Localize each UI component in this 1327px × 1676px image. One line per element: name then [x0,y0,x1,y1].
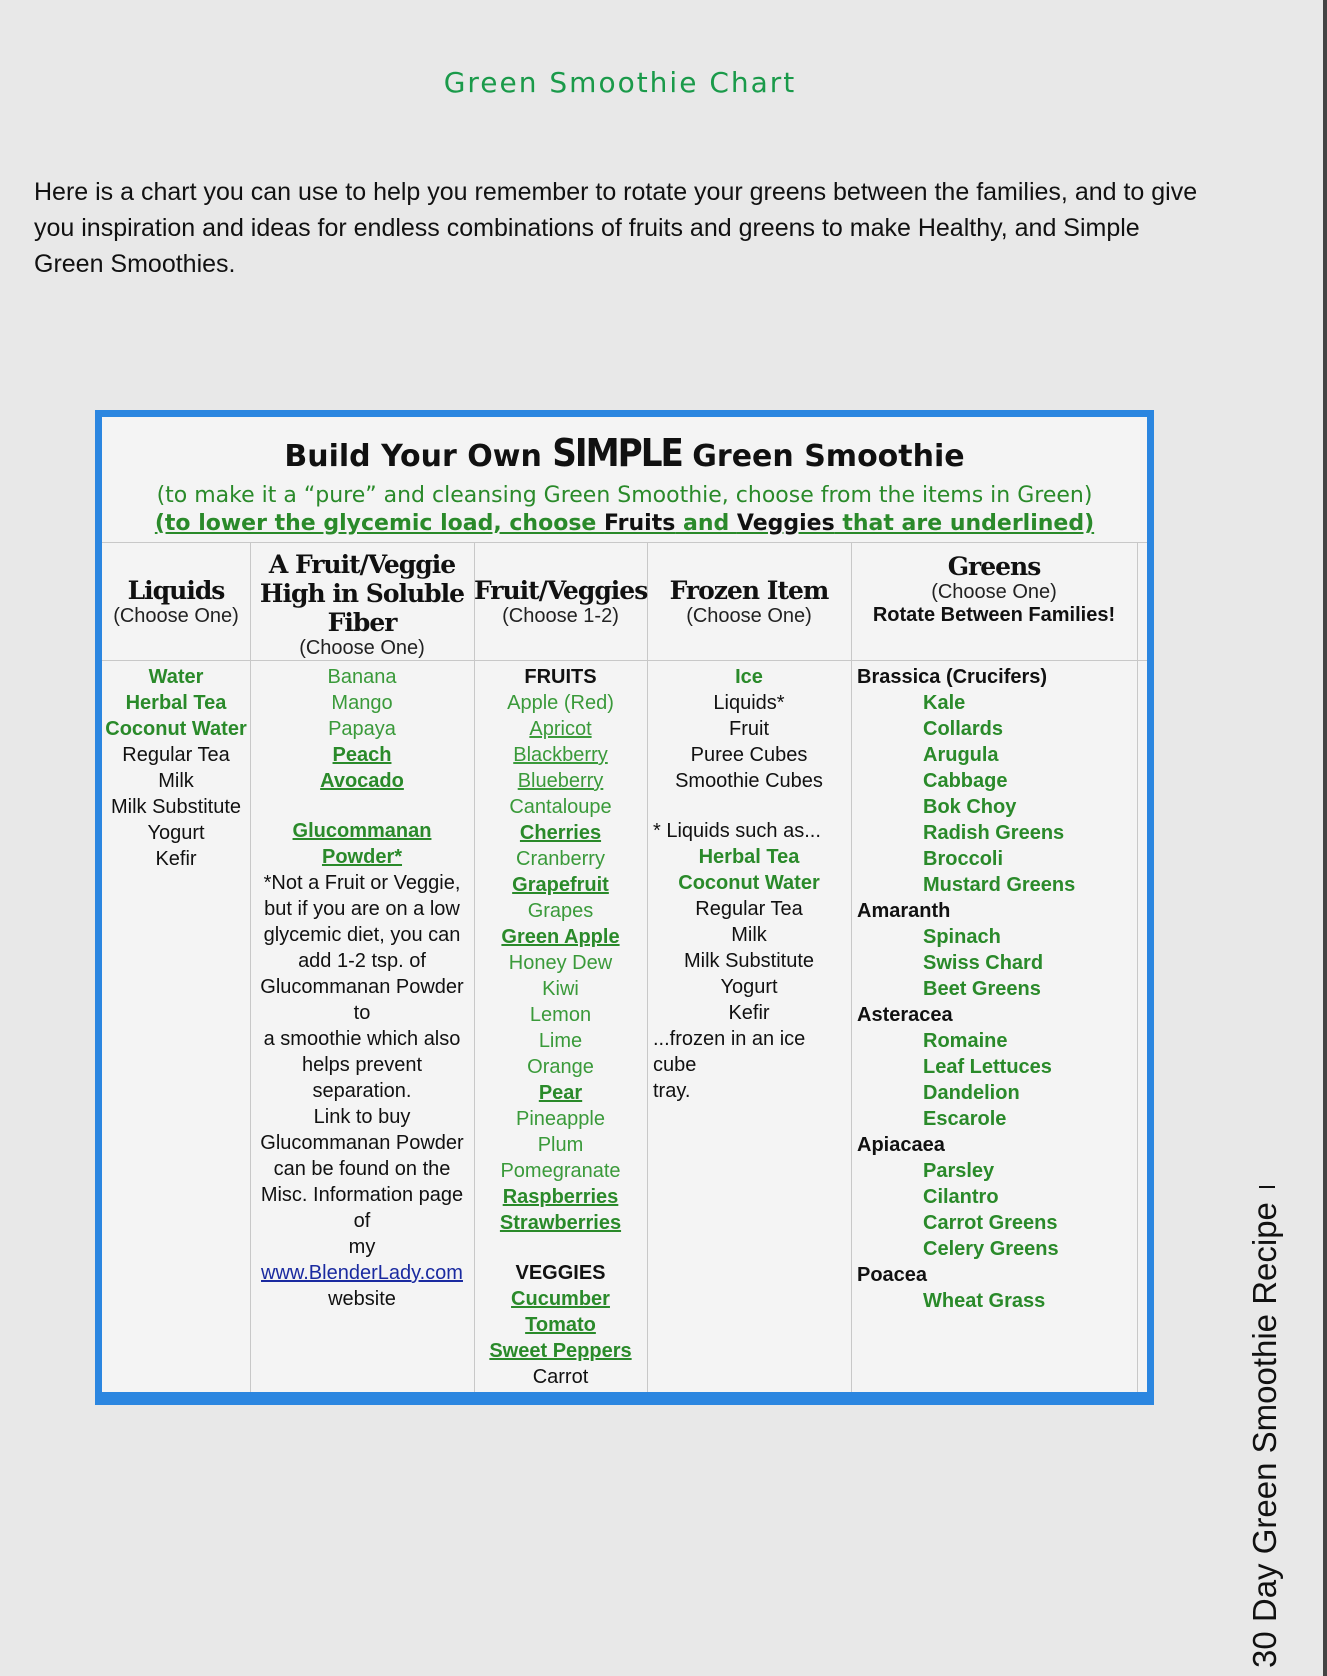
list-item: Yogurt [147,822,205,844]
fruits-label: FRUITS [524,666,597,688]
list-item: Cantaloupe [509,796,612,818]
list-item: Water [148,666,204,688]
list-item: Kefir [728,1002,770,1024]
greens-sub2: Rotate Between Families! [872,604,1116,626]
list-item: Grapes [527,900,594,922]
list-item: Papaya [328,718,396,740]
header-rule [102,660,1147,661]
liquids-title: Liquids [127,576,225,605]
family-label: Brassica (Crucifers) [857,666,1048,688]
list-item: Milk Substitute [683,950,815,972]
sub2-and: and [675,511,737,536]
list-item: Green Apple [501,926,620,948]
list-item: Coconut Water [678,872,820,894]
fruitveg-title: Fruit/Veggies [474,576,648,605]
list-item: Orange [527,1056,594,1078]
divider-5 [1137,542,1138,1392]
col-greens [851,664,1137,1314]
family-label: Apiacaea [857,1134,945,1156]
card-subtitle-pure: (to make it a “pure” and cleansing Green Smoothie, choose from the items in Green) [156,483,1093,508]
spacer [647,794,851,818]
list-item: Bok Choy [923,796,1017,818]
list-item: Romaine [923,1030,1008,1052]
note-line: a smoothie which also [263,1028,461,1050]
list-item: Regular Tea [695,898,803,920]
card-bottom-border [102,1392,1147,1398]
greens-title: Greens [947,552,1041,581]
veggies-label: VEGGIES [515,1262,606,1284]
intro-paragraph: Here is a chart you can use to help you remember to rotate your greens between the families, and to give you inspiration and ideas for endless combinations of fruits and greens to make Healthy, and Simple Green Smoothies. [34,178,1198,278]
frozen-note-tail: ...frozen in an ice cube [653,1028,806,1076]
list-item: Liquids* [713,692,785,714]
list-item: Cabbage [923,770,1008,792]
list-item: Honey Dew [508,952,613,974]
note-line: Glucommanan Powder [260,1132,464,1154]
family-label: Amaranth [857,900,951,922]
frozen-note-tail: tray. [653,1080,691,1102]
side-running-title [1246,1186,1284,1668]
list-item: Coconut Water [105,718,247,740]
list-item: Puree Cubes [690,744,808,766]
list-item: Cranberry [516,848,605,870]
card-title-simple: SIMPLE [552,431,682,475]
family-label: Asteracea [857,1004,953,1026]
list-item: Carrot Greens [923,1212,1058,1234]
list-item: Escarole [923,1108,1007,1130]
list-item: Grapefruit [512,874,609,896]
page-edge-rule [1323,0,1327,1676]
note-line: helps prevent separation. [301,1054,423,1102]
list-item: Strawberries [499,1212,622,1234]
list-item: Beet Greens [923,978,1041,1000]
sub2-e: that are underlined) [834,511,1095,536]
list-item: Spinach [923,926,1001,948]
list-item: Pear [538,1082,583,1104]
list-item: Leaf Lettuces [923,1056,1052,1078]
fiber-title-2: High in Soluble Fiber [259,579,465,637]
note-line: can be found on the [273,1158,451,1180]
list-item: Arugula [923,744,999,766]
col-fiber [250,664,474,1312]
list-item: Kiwi [542,978,579,1000]
list-item: Broccoli [923,848,1004,870]
list-item: Wheat Grass [923,1290,1046,1312]
note-line: website [328,1288,396,1310]
list-item: Banana [327,666,397,688]
list-item: Regular Tea [122,744,230,766]
sub2-fruits: Fruits [604,511,676,536]
spacer [250,794,474,818]
blenderlady-link[interactable]: www.BlenderLady.com [261,1262,463,1284]
list-item: Parsley [923,1160,995,1182]
card-header [102,417,1147,542]
list-item: Fruit [729,718,769,740]
list-item: Dandelion [923,1082,1020,1104]
list-item: Plum [537,1134,584,1156]
greens-sub: (Choose One) [931,581,1057,603]
col-frozen [647,664,851,1104]
list-item: Ice [735,666,763,688]
note-line: add 1-2 tsp. of [298,950,426,972]
sub2-veggies: Veggies [736,511,835,536]
list-item: Smoothie Cubes [675,770,823,792]
note-line: Link to buy [313,1106,411,1128]
frozen-note-head: * Liquids such as... [653,820,821,842]
list-item: Apricot [529,718,592,740]
list-item: Kefir [155,848,197,870]
col-liquids [102,664,250,872]
list-item: Herbal Tea [125,692,227,714]
list-item: Cilantro [923,1186,999,1208]
list-item: Yogurt [720,976,778,998]
list-item: Pomegranate [500,1160,621,1182]
list-item: Lemon [529,1004,592,1026]
col-head-liquids [102,542,250,660]
note-line: Misc. Information page of [260,1184,464,1232]
list-item: Milk Substitute [110,796,242,818]
col-fruitveg [474,664,647,1390]
list-item: Blueberry [517,770,604,792]
list-item: Pineapple [516,1108,605,1130]
side-running-title-text: 30 Day Green Smoothie Recipe [1246,1202,1283,1668]
list-item: Celery Greens [923,1238,1059,1260]
list-item: Apple (Red) [507,692,614,714]
page-title: Green Smoothie Chart [443,66,797,99]
note-line: *Not a Fruit or Veggie, [263,872,461,894]
list-item: Milk [158,770,194,792]
col-head-greens [851,542,1137,660]
list-item: Swiss Chard [923,952,1044,974]
glucomannan-powder: Glucommanan Powder* [292,820,432,868]
list-item: Sweet Peppers [489,1340,632,1362]
side-title-bar [1259,1186,1275,1188]
list-item: Mustard Greens [923,874,1076,896]
sub2-a: (to lower the glycemic load, choose [154,511,605,536]
note-line: Glucommanan Powder to [260,976,464,1024]
list-item: Radish Greens [923,822,1065,844]
list-item: Collards [923,718,1004,740]
frozen-title: Frozen Item [669,576,829,605]
list-item: Mango [331,692,393,714]
card-title [102,431,1147,475]
frozen-sub: (Choose One) [686,605,812,627]
spacer [474,1236,647,1260]
note-line: my [348,1236,376,1258]
fiber-title-1: A Fruit/Veggie [268,550,456,579]
list-item: Peach [332,744,392,766]
liquids-sub: (Choose One) [113,605,239,627]
list-item: Carrot [532,1366,589,1388]
card-title-post: Green Smoothie [681,439,965,474]
list-item: Herbal Tea [698,846,800,868]
list-item: Cucumber [511,1288,610,1310]
note-line: glycemic diet, you can [263,924,461,946]
family-label: Poacea [857,1264,928,1286]
col-head-frozen [647,542,851,660]
list-item: Milk [731,924,767,946]
note-line: but if you are on a low [264,898,460,920]
list-item: Cherries [519,822,602,844]
list-item: Avocado [320,770,404,792]
card-title-pre: Build Your Own [284,439,553,474]
chart-grid [102,542,1147,1392]
fruitveg-sub: (Choose 1-2) [502,605,619,627]
col-head-fruitveg [474,542,647,660]
list-item: Tomato [525,1314,596,1336]
fiber-sub: (Choose One) [299,637,425,659]
list-item: Kale [923,692,966,714]
smoothie-chart-card [95,410,1154,1405]
list-item: Lime [538,1030,583,1052]
list-item: Raspberries [502,1186,619,1208]
card-subtitle-glycemic [102,511,1147,536]
col-head-fiber [250,542,474,660]
list-item: Blackberry [513,744,608,766]
